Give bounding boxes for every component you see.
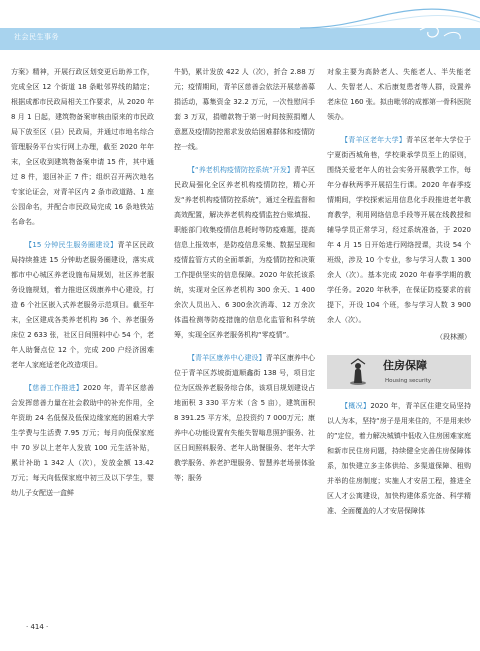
paragraph-text: 对象主要为高龄老人、失能老人、半失能老人、失智老人、术后康复患者等人群，设置养老床位 160 张。拟由毗邻的成都第一骨科医院领办。 — [327, 68, 471, 121]
paragraph — [11, 381, 154, 501]
paragraph-heading: 【“养老机构疫情防控系统”开发】 — [188, 166, 294, 174]
chapter-heading — [327, 355, 471, 389]
paragraph-text: 2020 年，青羊区慈善会发挥慈善力量在社会救助中的补充作用，全年资助 24 名低保及低保边缘家庭的困难大学生学费与生活费 7.95 万元；每月向低保家庭中 70 岁以上老年人发放 100 元生活补贴，累计补助 1 342 人（次），发放金额 13.42 万元；每天向低保家庭中初三及以下学生，婴幼儿子女配送一盒鲜 — [11, 384, 154, 497]
column-3 — [327, 65, 471, 519]
wave-decoration — [0, 0, 480, 52]
paragraph — [174, 351, 315, 486]
paragraph — [174, 163, 315, 343]
housing-figure-icon — [347, 358, 369, 386]
author-credit: （段林濒） — [436, 333, 471, 341]
paragraph-heading: 【15 分钟民生服务圈建设】 — [25, 241, 118, 249]
page-header — [0, 0, 480, 52]
column-1 — [11, 65, 154, 501]
paragraph-text: 2020 年，青羊区住建交局坚持以人为本，坚持“房子是用来住的，不是用来炒的”定位，着力解决城镇中低收入住房困难家庭和新市民住房问题，持续健全完善住房保障体系，加快建立多主体供给、多渠道保障、租购并举的住房制度；实施人才安居工程，推进全区人才公寓建设，加快构建体系完备、科学精准、全面覆盖的人才安居保障体 — [327, 402, 471, 515]
paragraph-text: 青羊区老年大学位于宁夏街西城角巷，学校秉承学员至上的原则，围绕关爱老年人的社会实务开展教学工作，每年分春秋两季开展招生行课。2020 年春季疫情期间，学校探索运用信息化手段推进老年教育教学，利用网络信息手段等开展在线教授和辅导学员正常学习，经过系统准备，于 2020 年 4 月 15 日开始进行网络授课，共设 54 个班级，涉及 10 个专业，参与学习人数 1 300 余人（次）。基本完成 2020 年春季学期的教学任务。2020 年秋季，在保证防疫要求的前提下，开设 104 个班，参与学习人数 3 900 余人（次）。 — [327, 136, 472, 324]
column-2 — [174, 65, 315, 486]
paragraph — [327, 65, 471, 125]
section-name: 社会民生事务 — [14, 33, 59, 41]
paragraph — [11, 65, 154, 230]
paragraph-heading: 【青羊区康养中心建设】 — [188, 354, 266, 362]
paragraph — [174, 65, 315, 155]
chapter-title: 住房保障 — [383, 359, 427, 372]
paragraph — [327, 133, 471, 328]
paragraph-text: 青羊区康养中心位于青羊区苏坡街道顺鑫街 138 号，项目定位为区级养老服务综合体，该项目规划建设占地面积 3 330 平方米（含 5 亩），建筑面积 8 391.25 平方米，总投资约 7 000万元；康养中心功能设置有失能失智嗡息照护服务、社区日间照料服务、老年人助餐服务、老年大学教学服务、养老护理服务、智慧养老场景体验等；服务 — [174, 354, 316, 482]
paragraph-heading: 【慈善工作推进】 — [25, 384, 84, 392]
paragraph-text: 方案》精神，开展行政区划变更后助养工作，完成全区 12 个街道 18 条毗邻界线的踏定；根据成都市民政局相关工作要求，从 2020 年 8 月 1 日起，建筑物备案审核由原来的市民政局下放至区（县）民政局，并通过市地名综合管理服务平台实行网上办理，截至 2020 年年末，全区收到建筑物备案申请 15 件，其中通过 8 件，退回补正 7 件；组织召开两次地名专家论证会，对青羊区内 2 条市政道路、1 座公园命名，并配合市民政局完成 16 条地铁站名命名。 — [11, 68, 154, 226]
paragraph — [11, 238, 154, 373]
paragraph-text: 青羊区民政局强化全区养老机构疫情防控，精心开发“养老机构疫情防控系统”，通过全程监督和高效配置，解决养老机构疫情监控台账填报、职能部门收集疫情信息耗时等防疫难题，提高信息上报效率，是防疫信息采集、数据呈现和疫情监管方式的全面革新，为疫情防控和决策工作提供坚实的信息保障。2020 年依托该系统，实现对全区养老机构 300 余天、1 400余次人员出入、6 300余次消毒、12 万余次体温检测等防疫措施的信息化监管和科学统筹，实现全区养老服务机构“零疫情”。 — [174, 166, 315, 339]
chapter-subtitle: Housing security — [385, 378, 432, 384]
paragraph-heading: 【概况】 — [341, 402, 371, 410]
paragraph-text: 青羊区民政局持续推进 15 分钟助老服务圈建设，落实成都市中心城区养老设施布局规划，社区养老服务设施规划，着力推进区级康养中心建设，打造 6 个社区嵌入式养老服务示范项目。截至年末，全区建成各类养老机构 36 个、养老服务床位 2 633 张，社区日间照料中心 54 个，老年人助餐点位 12 个，完成 200 户经济困难老年人家庭适老化改造项目。 — [11, 241, 154, 369]
paragraph — [327, 399, 471, 519]
paragraph-text: 牛奶，累计发放 422 人（次），折合 2.88 万元；疫情期间，青羊区慈善会依法开展慈善募捐活动，募集资金 32.2 万元，一次性慰问手套 3 万双，捐赠款物于第一时间按照捐赠人意愿及疫情防控需求发放给困难群体和疫情防控一线。 — [174, 68, 315, 151]
paragraph-heading: 【青羊区老年大学】 — [341, 136, 407, 144]
page-number: · 414 · — [26, 623, 49, 631]
